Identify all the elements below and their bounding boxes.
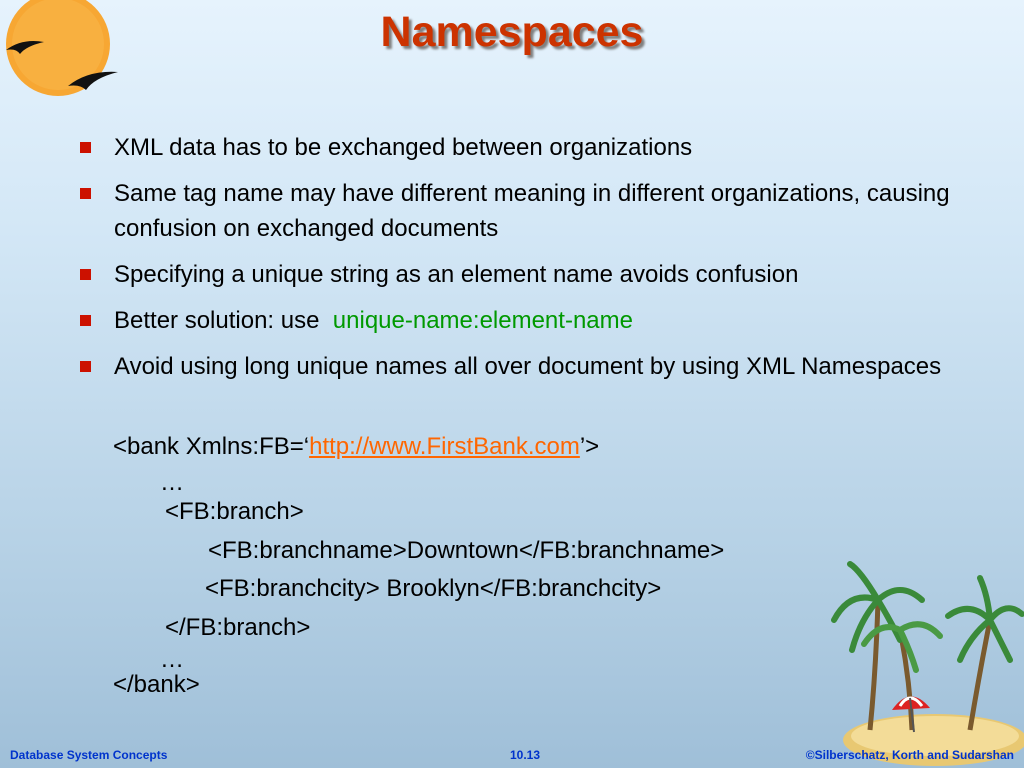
bullet-list [78, 130, 958, 395]
bullet-item [78, 303, 958, 338]
code-line: … [160, 646, 184, 673]
square-bullet-icon [80, 269, 91, 280]
square-bullet-icon [80, 315, 91, 326]
slide-title: Namespaces [380, 8, 644, 56]
namespace-link[interactable]: http://www.FirstBank.com [309, 433, 580, 460]
code-line: </bank> [113, 671, 200, 698]
bullet-item [78, 176, 958, 246]
square-bullet-icon [80, 142, 91, 153]
footer-left: Database System Concepts [10, 748, 168, 762]
bullet-item [78, 349, 958, 384]
code-line: <FB:branchcity> Brooklyn</FB:branchcity> [205, 575, 662, 602]
square-bullet-icon [80, 361, 91, 372]
highlight-text: unique-name:element-name [332, 307, 633, 334]
code-line: … [160, 469, 184, 496]
bullet-text: Specifying a unique string as an element name avoids confusion [114, 261, 799, 288]
code-text: ’> [579, 433, 600, 460]
code-text: <bank Xmlns:FB=‘ [113, 433, 310, 460]
square-bullet-icon [80, 188, 91, 199]
code-line: <FB:branch> [165, 498, 304, 525]
footer-page-number: 10.13 [510, 748, 541, 762]
code-line [113, 432, 599, 462]
code-line: <FB:branchname>Downtown</FB:branchname> [208, 537, 725, 564]
palm-island-icon [830, 560, 1024, 768]
bullet-text: Better solution: use [114, 307, 320, 334]
bullet-item [78, 130, 958, 165]
bullet-item [78, 257, 958, 292]
bullet-text: Same tag name may have different meaning in different organizations, causing confusion on exchanged documents [114, 180, 950, 242]
bullet-text: Avoid using long unique names all over document by using XML Namespaces [114, 353, 942, 380]
code-line: </FB:branch> [165, 614, 311, 641]
footer-right: ©Silberschatz, Korth and Sudarshan [805, 748, 1014, 762]
bullet-text: XML data has to be exchanged between organizations [114, 134, 693, 161]
